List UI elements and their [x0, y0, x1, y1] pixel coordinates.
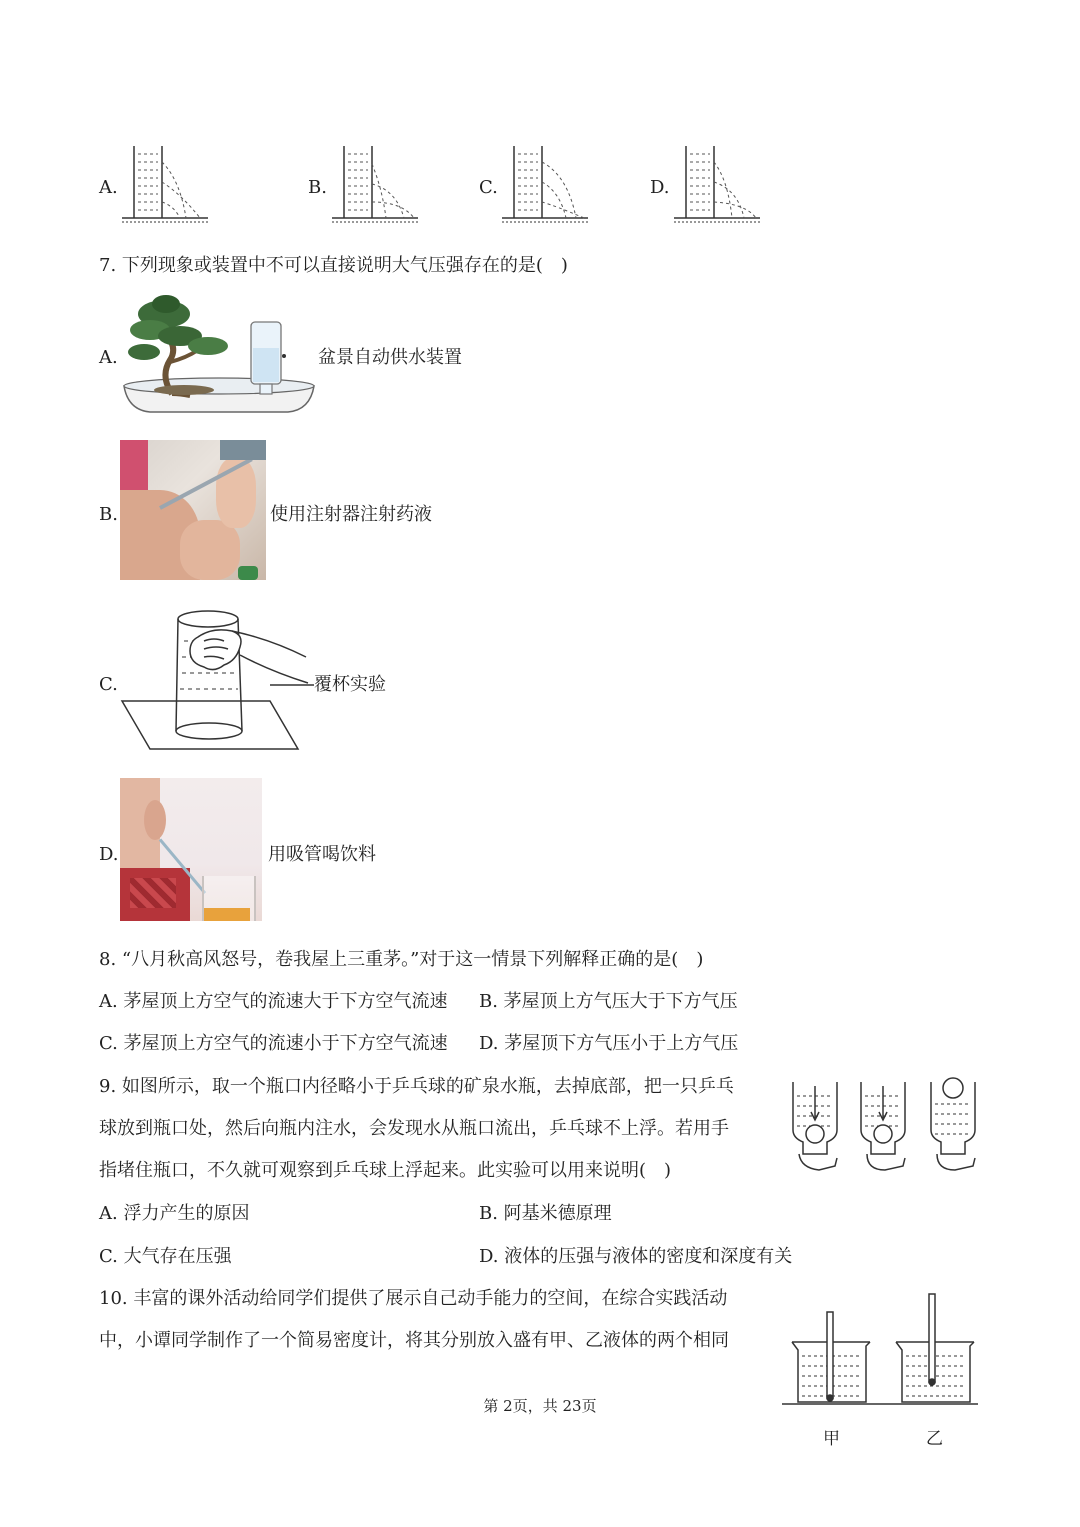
q9-option-d: D. 液体的压强与液体的密度和深度有关 — [479, 1246, 793, 1267]
syringe-injection-photo — [120, 440, 266, 580]
q9-option-c: C. 大气存在压强 — [99, 1246, 232, 1267]
q7-option-a-text: 盆景自动供水装置 — [318, 347, 462, 368]
straw-drinking-photo — [120, 778, 262, 921]
q6-option-b-label: B. — [308, 177, 327, 198]
q6-figure-c — [500, 140, 590, 225]
page-footer: 第 2页，共 23页 — [483, 1397, 597, 1415]
q7-option-a-letter: A. — [99, 347, 118, 368]
q7-stem: 7. 下列现象或装置中不可以直接说明大气压强存在的是( ) — [99, 255, 568, 276]
q7-option-c-text: 覆杯实验 — [314, 674, 386, 695]
beaker-label-jia: 甲 — [823, 1429, 840, 1449]
q6-option-c-label: C. — [479, 177, 498, 198]
inverted-cup-experiment-figure — [120, 605, 315, 753]
q10-stem-line-2: 中，小谭同学制作了一个简易密度计，将其分别放入盛有甲、乙液体的两个相同 — [99, 1330, 729, 1351]
q8-stem: 8. “八月秋高风怒号，卷我屋上三重茅。”对于这一情景下列解释正确的是( ) — [99, 949, 704, 970]
q7-option-b-text: 使用注射器注射药液 — [270, 504, 432, 525]
q8-option-d: D. 茅屋顶下方气压小于上方气压 — [479, 1033, 739, 1054]
q9-option-b: B. 阿基米德原理 — [479, 1203, 612, 1224]
q8-option-c: C. 茅屋顶上方空气的流速小于下方空气流速 — [99, 1033, 448, 1054]
q6-figure-a — [120, 140, 210, 225]
q9-stem-line-1: 9. 如图所示，取一个瓶口内径略小于乒乓球的矿泉水瓶，去掉底部，把一只乒乓 — [99, 1076, 734, 1097]
q9-stem-line-2: 球放到瓶口处，然后向瓶内注水，会发现水从瓶口流出，乒乓球不上浮。若用手 — [99, 1118, 729, 1139]
q8-option-b: B. 茅屋顶上方气压大于下方气压 — [479, 991, 738, 1012]
bonsai-water-device-figure — [120, 290, 320, 415]
beaker-label-yi: 乙 — [926, 1429, 943, 1449]
q6-option-d-label: D. — [650, 177, 670, 198]
q9-stem-line-3: 指堵住瓶口，不久就可观察到乒乓球上浮起来。此实验可以用来说明( ) — [99, 1160, 672, 1181]
q7-option-d-letter: D. — [99, 844, 119, 865]
q8-option-a: A. 茅屋顶上方空气的流速大于下方空气流速 — [99, 991, 448, 1012]
ping-pong-bottle-figure — [785, 1076, 983, 1178]
q6-option-a-label: A. — [99, 177, 118, 198]
q7-option-d-text: 用吸管喝饮料 — [268, 844, 376, 865]
q7-option-b-letter: B. — [99, 504, 118, 525]
q6-figure-d — [672, 140, 762, 225]
q9-option-a: A. 浮力产生的原因 — [99, 1203, 250, 1224]
q10-stem-line-1: 10. 丰富的课外活动给同学们提供了展示自己动手能力的空间，在综合实践活动 — [99, 1288, 728, 1309]
q6-figure-b — [330, 140, 420, 225]
q7-option-c-letter: C. — [99, 674, 118, 695]
